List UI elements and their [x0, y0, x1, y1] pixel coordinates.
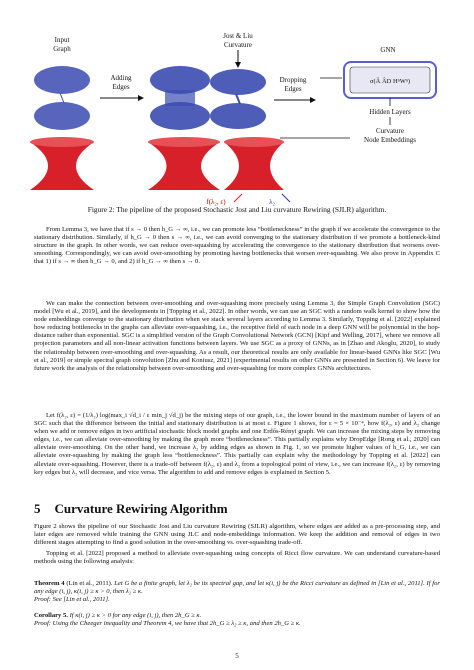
input-graph	[34, 66, 90, 130]
lambda2-label: λ₂	[269, 198, 275, 206]
corollary-5	[34, 612, 440, 628]
input-graph-label-2: Graph	[53, 45, 71, 53]
funnel-1	[30, 137, 94, 190]
adding-edges-label-2: Edges	[112, 83, 130, 91]
graph-added-edges	[150, 66, 210, 130]
corollary-head: Corollary 5.	[34, 612, 68, 619]
theorem-cite: (Lin et al., 2011).	[66, 580, 113, 587]
paragraph-3: Let f(λ₂, ε) = (1/λ₂) log(max_i √d_i / ε min_j √d_j) be the mixing steps of our graph, i.e., the lower bound in the maximum number of layers of an SGC such that the difference between the initial and stationary distribution is at most ε. Figure 1 shows, for ε = 5 × 10⁻⁴, how f(λ₂, ε) and λ₂ change when we add or remove edges in two artificial stochastic block model graphs and one Erdős-Rényi graph. We can increase the mixing steps by removing edges, i.e., we can alleviate over-smoothing by making the graph more “bottleneckness”. This partially explains why DropEdge [Rong et al., 2020] can alleviate over-smoothing. On the other hand, we increase λ₂ by adding edges as shown in Fig. 1, so we promote higher values of h_G, i.e., we can alleviate over-squashing by making the graph less “bottleneckness”. This partially can explain why the methodology by Topping et al. [2022] can alleviate over-squashing. However, there is a trade-off between f(λ₂, ε) and λ₂ from a topological point of view, i.e., we can increase f(λ₂, ε) by removing key edges but λ₂ will decrease, and vice versa. The algorithm to add and remove edges is explained in Section 5.	[34, 412, 440, 476]
dropping-edges-label-1: Dropping	[279, 76, 307, 84]
theorem-4	[34, 580, 440, 604]
figure-caption: Figure 2: The pipeline of the proposed Stochastic Jost and Liu curvature Rewiring (SJLR) algorithm.	[87, 205, 387, 214]
graph-curvature	[210, 69, 266, 129]
paragraph-2: We can make the connection between over-smoothing and over-squashing more precisely using Lemma 3, the Simple Graph Convolution (SGC) model [Wu et al., 2019], and the developments in [Topping et al., 2022]. In other words, we can use an SGC with a random walk kernel to show how the node embeddings converge to the stationary distribution when we stack several layers according to Lemma 3. Similarly, Topping et al. [2022] explained how reducing bottlenecks in the graphs can alleviate over-squashing, i.e., the receptive field of each node in a deep GNN will be polynomial in the hop-distance rather than exponential. SGC is a simplified version of the Graph Convolutional Network (GCN) [Kipf and Welling, 2017], where we remove all projection parameters and all non-linear activation functions between layers. We use SGC as a proxy of GNNs, as in [Zhao and Akoglu, 2020], to study the relationship between over-smoothing and over-squashing. As a result, our theoretical results are only available for linear-based GNNs like SGC [Wu et al., 2019] or simple spectral graph convolution [Zhu and Koniusz, 2021] (experimental results on other GNNs are presented in Section 6). We leave for future work the analysis of the relationship between over-smoothing and over-squashing for more complex GNNs architectures.	[34, 300, 440, 372]
gnn-label: GNN	[380, 46, 396, 54]
paragraph-1: From Lemma 3, we have that if s → 0 then h_G → ∞, i.e., we can promote less “bottleneckness” in the graph if we accelerate the convergence to the stationary distribution. Similarly, if h_G → 0 then s → ∞, i.e., we can avoid converging to the stationary distribution if we promote a bottleneck-kind structure in the graph. In other words, we can reduce over-squashing by accelerating the convergence to the stationary distribution that worsens over-smoothing. Correspondingly, we can avoid over-smoothing by promoting having bottlenecks that worsen over-squashing. We also prove in Appendix C that 1) if s → ∞ then h_G → 0, and 2) if h_G → ∞ then s → 0.	[34, 226, 440, 266]
node-embeddings-label-2: Node Embeddings	[364, 136, 416, 144]
corollary-body: If κ(i, j) ≥ κ > 0 for any edge (i, j), then 2h_G ≥ κ.	[69, 612, 202, 619]
theorem-body: Let G be a finite graph, let λ₂ be its spectral gap, and let κ(i, j) be the Ricci curvature as defined in [Lin et al., 2011]. If for any edge (i, j), κ(i, j) ≥ κ > 0, then λ₂ ≥ κ.	[34, 580, 440, 596]
section-title: Curvature Rewiring Algorithm	[54, 501, 228, 516]
hidden-layers-label: Hidden Layers	[369, 108, 411, 116]
pipeline-figure	[20, 30, 454, 208]
adding-edges-label-1: Adding	[110, 74, 132, 82]
input-graph-label-1: Input	[54, 36, 70, 44]
jost-liu-label-2: Curvature	[224, 41, 252, 49]
f-lambda-label: f(λ₂, ε)	[206, 198, 226, 206]
node-embeddings-label-1: Curvature	[376, 127, 404, 135]
page-number: 5	[235, 652, 239, 660]
paragraph-5: Topping et al. [2022] proposed a method to alleviate over-squashing using concepts of Ricci flow curvature. We can understand curvature-based methods using the following analysis:	[34, 550, 440, 566]
section-heading	[34, 501, 228, 517]
theorem-proof: Proof: See [Lin et al., 2011].	[34, 596, 110, 604]
theorem-head: Theorem 4	[34, 580, 65, 587]
jost-liu-label-1: Jost & Liu	[223, 32, 253, 40]
gnn-formula: σ(Â ÂD HⁿWⁿ)	[369, 78, 411, 85]
dropping-edges-label-2: Edges	[284, 85, 302, 93]
section-number: 5	[34, 501, 41, 516]
funnel-2	[148, 137, 220, 190]
corollary-proof: Proof: Using the Cheeger inequality and Theorem 4, we have that 2h_G ≥ λ₂ ≥ κ, and then 2h_G ≥ κ.	[34, 620, 301, 628]
paragraph-4: Figure 2 shows the pipeline of our Stochastic Jost and Liu curvature Rewiring (SJLR) algorithm, where edges are added as a pre-processing step, and later edges are removed while training the GNN using JLC and node-embeddings information. We keep the addition and removal of edges in two different stages attempting to find a good solution in the over-smoothing vs. over-squashing trade-off.	[34, 523, 440, 547]
funnel-3	[224, 137, 284, 190]
